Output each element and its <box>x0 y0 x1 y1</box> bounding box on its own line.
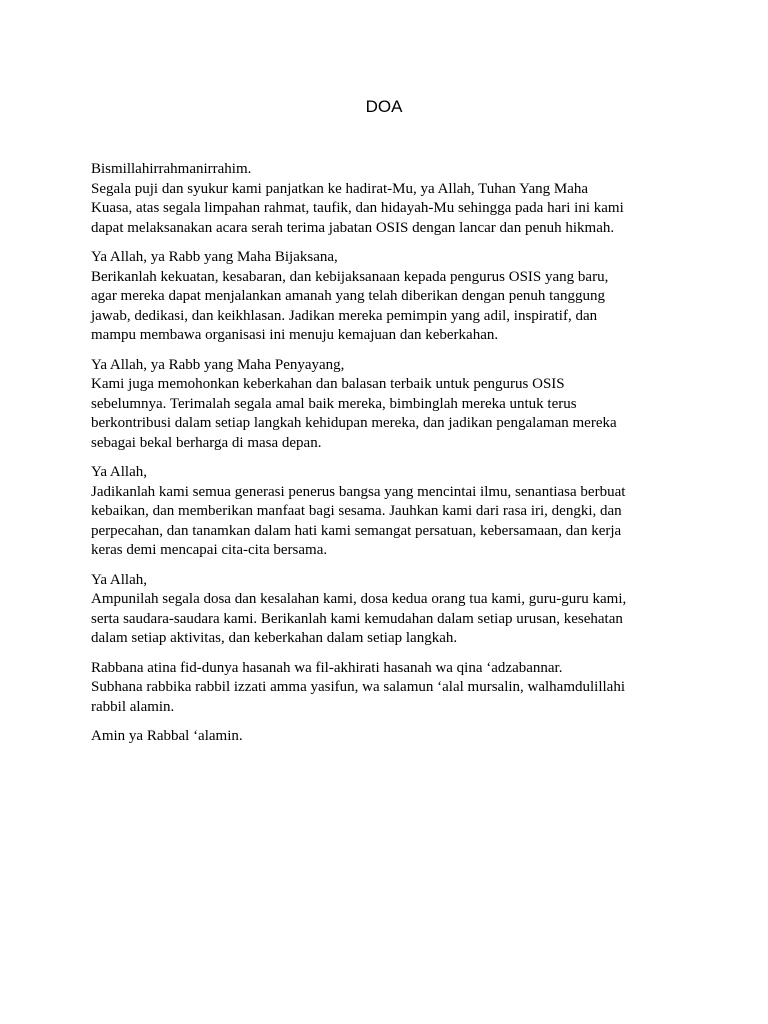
text-line: serta saudara-saudara kami. Berikanlah kami kemudahan dalam setiap urusan, kesehatan <box>91 610 623 627</box>
text-line: Kami juga memohonkan keberkahan dan balasan terbaik untuk pengurus OSIS <box>91 376 565 392</box>
text-line: kebaikan, dan memberikan manfaat bagi sesama. Jauhkan kami dari rasa iri, dengki, dan <box>91 503 622 519</box>
paragraph-forgiveness <box>91 571 691 649</box>
text-line: Rabbana atina fid-dunya hasanah wa fil-akhirati hasanah wa qina ‘adzabannar. <box>91 659 563 676</box>
text-line: Segala puji dan syukur kami panjatkan ke hadirat-Mu, ya Allah, Tuhan Yang Maha <box>91 180 589 197</box>
text-line: Ya Allah, <box>91 571 147 588</box>
text-line: Ya Allah, ya Rabb yang Maha Penyayang, <box>91 356 345 373</box>
page-title: DOA <box>365 97 403 116</box>
text-line: Amin ya Rabbal ‘alamin. <box>91 728 243 744</box>
paragraph-opening <box>91 160 691 238</box>
text-line: Ampunilah segala dosa dan kesalahan kami, dosa kedua orang tua kami, guru-guru kami, <box>91 591 627 607</box>
text-line: jawab, dedikasi, dan keikhlasan. Jadikan mereka pemimpin yang adil, inspiratif, dan <box>91 307 598 324</box>
text-line: sebelumnya. Terimalah segala amal baik mereka, bimbinglah mereka untuk terus <box>91 395 577 412</box>
paragraph-previous-committee <box>91 356 691 454</box>
text-line: agar mereka dapat menjalankan amanah yang telah diberikan dengan penuh tanggung <box>91 288 605 304</box>
text-line: dalam setiap aktivitas, dan keberkahan dalam setiap langkah. <box>91 630 458 646</box>
text-line: Ya Allah, <box>91 464 147 480</box>
text-line: Kuasa, atas segala limpahan rahmat, taufik, dan hidayah-Mu sehingga pada hari ini kami <box>91 200 624 216</box>
text-line: Subhana rabbika rabbil izzati amma yasifun, wa salamun ‘alal mursalin, walhamdulillahi <box>91 679 626 695</box>
text-line: mampu membawa organisasi ini menuju kemajuan dan keberkahan. <box>91 327 499 343</box>
text-line: dapat melaksanakan acara serah terima jabatan OSIS dengan lancar dan penuh hikmah. <box>91 219 615 236</box>
text-line: Ya Allah, ya Rabb yang Maha Bijaksana, <box>91 249 338 265</box>
paragraph-new-committee <box>91 248 691 346</box>
text-line: rabbil alamin. <box>91 698 175 715</box>
text-line: sebagai bekal berharga di masa depan. <box>91 434 322 451</box>
text-line: Jadikanlah kami semua generasi penerus bangsa yang mencintai ilmu, senantiasa berbuat <box>91 483 626 500</box>
text-line: Berikanlah kekuatan, kesabaran, dan kebijaksanaan kepada pengurus OSIS yang baru, <box>91 268 609 285</box>
text-line: keras demi mencapai cita-cita bersama. <box>91 542 328 558</box>
paragraph-closing-verse <box>91 659 691 718</box>
paragraph-amin <box>91 727 691 747</box>
text-line: berkontribusi dalam setiap langkah kehidupan mereka, dan jadikan pengalaman mereka <box>91 415 617 431</box>
text-line: Bismillahirrahmanirrahim. <box>91 161 252 177</box>
document-body <box>91 160 691 757</box>
text-line: perpecahan, dan tanamkan dalam hati kami semangat persatuan, kebersamaan, dan kerja <box>91 522 622 539</box>
paragraph-generation <box>91 463 691 561</box>
